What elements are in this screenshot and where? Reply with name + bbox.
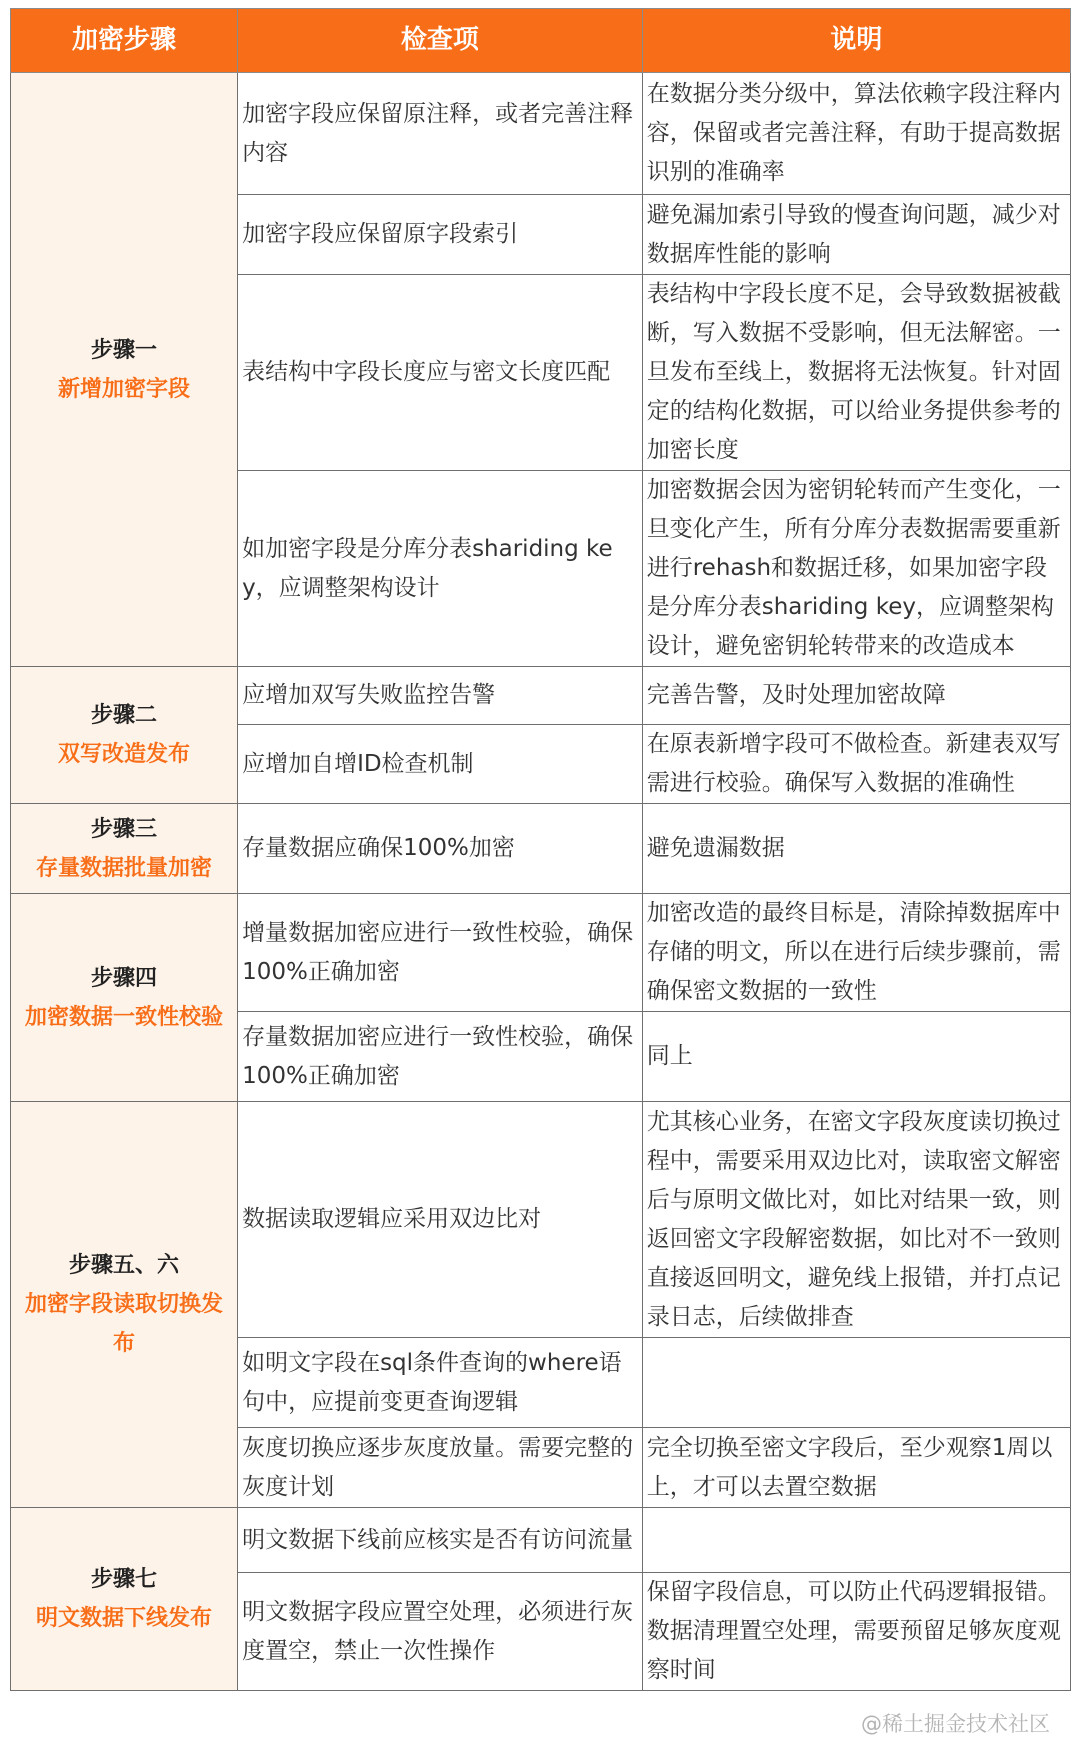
check-item: 应增加自增ID检查机制: [238, 725, 643, 804]
step-name: 新增加密字段: [58, 376, 191, 402]
description: 避免遗漏数据: [642, 804, 1070, 894]
step-number: 步骤二: [91, 703, 158, 728]
check-item: 灰度切换应逐步灰度放量。需要完整的灰度计划: [238, 1428, 643, 1508]
check-item: 存量数据加密应进行一致性校验，确保100%正确加密: [238, 1012, 643, 1102]
description: 加密改造的最终目标是，清除掉数据库中存储的明文，所以在进行后续步骤前，需确保密文数据的一致性: [642, 894, 1070, 1012]
check-item: 明文数据字段应置空处理，必须进行灰度置空，禁止一次性操作: [238, 1573, 643, 1691]
check-item: 明文数据下线前应核实是否有访问流量: [238, 1508, 643, 1573]
header-desc: 说明: [642, 9, 1070, 73]
description: 加密数据会因为密钥轮转而产生变化，一旦变化产生，所有分库分表数据需要重新进行rehash和数据迁移，如果加密字段是分库分表shariding key，应调整架构设计，避免密钥轮转带来的改造成本: [642, 471, 1070, 667]
header-row: [11, 9, 1071, 73]
check-item: 数据读取逻辑应采用双边比对: [238, 1102, 643, 1338]
table-row: [11, 1102, 1071, 1338]
description: 表结构中字段长度不足，会导致数据被截断，写入数据不受影响，但无法解密。一旦发布至线上，数据将无法恢复。针对固定的结构化数据，可以给业务提供参考的加密长度: [642, 275, 1070, 471]
table-row: [11, 73, 1071, 195]
description: [642, 1508, 1070, 1573]
description: 同上: [642, 1012, 1070, 1102]
step-number: 步骤四: [91, 965, 158, 991]
step-number: 步骤三: [91, 816, 158, 842]
step-cell-2: [11, 667, 238, 804]
description: 完善告警，及时处理加密故障: [642, 667, 1070, 725]
step-name: 双写改造发布: [58, 742, 191, 767]
table-row: [11, 1508, 1071, 1573]
check-item: 增量数据加密应进行一致性校验，确保100%正确加密: [238, 894, 643, 1012]
step-name: 加密字段读取切换发布: [25, 1292, 224, 1356]
check-item: 应增加双写失败监控告警: [238, 667, 643, 725]
header-item: 检查项: [238, 9, 643, 73]
table-row: [11, 804, 1071, 894]
step-name: 加密数据一致性校验: [25, 1004, 224, 1030]
table-row: [11, 894, 1071, 1012]
watermark: @稀土掘金技术社区: [861, 1712, 1050, 1736]
description: 避免漏加索引导致的慢查询问题，减少对数据库性能的影响: [642, 195, 1070, 275]
table-row: [11, 667, 1071, 725]
step-cell-4: [11, 894, 238, 1102]
step-cell-1: [11, 73, 238, 667]
step-name: 存量数据批量加密: [36, 855, 213, 881]
check-item: 如加密字段是分库分表shariding key，应调整架构设计: [238, 471, 643, 667]
step-cell-5-6: [11, 1102, 238, 1508]
step-number: 步骤五、六: [69, 1253, 180, 1278]
check-item: 加密字段应保留原字段索引: [238, 195, 643, 275]
description: 在原表新增字段可不做检查。新建表双写需进行校验。确保写入数据的准确性: [642, 725, 1070, 804]
description: 在数据分类分级中，算法依赖字段注释内容，保留或者完善注释，有助于提高数据识别的准确率: [642, 73, 1070, 195]
description: 尤其核心业务，在密文字段灰度读切换过程中，需要采用双边比对，读取密文解密后与原明文做比对，如比对结果一致，则返回密文字段解密数据，如比对不一致则直接返回明文，避免线上报错，并打点记录日志，后续做排查: [642, 1102, 1070, 1338]
step-number: 步骤一: [91, 337, 158, 363]
check-item: 存量数据应确保100%加密: [238, 804, 643, 894]
description: 完全切换至密文字段后，至少观察1周以上，才可以去置空数据: [642, 1428, 1070, 1508]
check-item: 如明文字段在sql条件查询的where语句中，应提前变更查询逻辑: [238, 1338, 643, 1428]
step-cell-7: [11, 1508, 238, 1691]
step-name: 明文数据下线发布: [36, 1606, 213, 1631]
step-cell-3: [11, 804, 238, 894]
header-step: 加密步骤: [11, 9, 238, 73]
description: 保留字段信息，可以防止代码逻辑报错。数据清理置空处理，需要预留足够灰度观察时间: [642, 1573, 1070, 1691]
step-number: 步骤七: [91, 1567, 158, 1592]
description: [642, 1338, 1070, 1428]
encryption-checklist-table: [10, 8, 1071, 1691]
check-item: 表结构中字段长度应与密文长度匹配: [238, 275, 643, 471]
check-item: 加密字段应保留原注释，或者完善注释内容: [238, 73, 643, 195]
